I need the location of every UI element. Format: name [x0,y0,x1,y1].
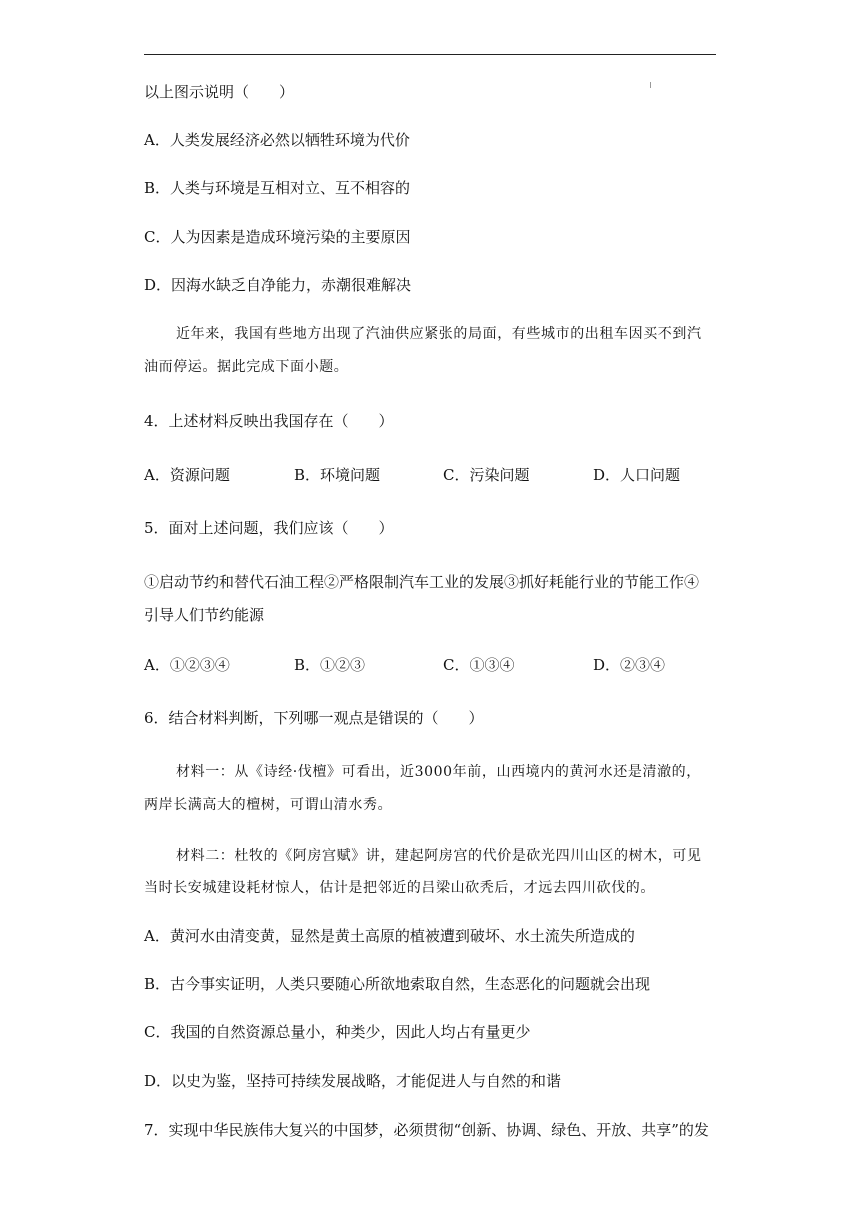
q4-option-a: A．资源问题 [144,466,230,484]
q4-option-b: B．环境问题 [294,466,381,484]
q7-stem: 7．实现中华民族伟大复兴的中国梦，必须贯彻“创新、协调、绿色、开放、共享”的发 [144,1121,709,1139]
passage1-line1: 近年来，我国有些地方出现了汽油供应紧张的局面，有些城市的出租车因买不到汽 [176,326,702,342]
material1-line2: 两岸长满高大的檀树，可谓山清水秀。 [144,797,393,813]
q3-option-a: A．人类发展经济必然以牺牲环境为代价 [144,131,410,149]
q5-stem: 5．面对上述问题，我们应该（ ） [144,519,394,537]
page-mark [650,82,651,88]
q4-option-c: C．污染问题 [443,466,530,484]
q4-option-d: D．人口问题 [593,466,681,484]
q5-items-line1: ①启动节约和替代石油工程②严格限制汽车工业的发展③抓好耗能行业的节能工作④ [144,573,700,591]
q5-option-d: D．②③④ [593,656,666,674]
q4-stem: 4．上述材料反映出我国存在（ ） [144,412,394,430]
q5-items-line2: 引导人们节约能源 [144,606,265,624]
q5-option-c: C．①③④ [443,656,515,674]
q3-stem: 以上图示说明（ ） [144,83,295,101]
q6-option-a: A．黄河水由清变黄，显然是黄土高原的植被遭到破坏、水土流失所造成的 [144,927,635,945]
q5-option-a: A．①②③④ [144,656,230,674]
q3-option-c: C．人为因素是造成环境污染的主要原因 [144,228,411,246]
q6-option-c: C．我国的自然资源总量小，种类少，因此人均占有量更少 [144,1023,531,1041]
q3-option-d: D．因海水缺乏自净能力，赤潮很难解决 [144,276,412,294]
material2-line1: 材料二：杜牧的《阿房宫赋》讲，建起阿房宫的代价是砍光四川山区的树木，可见 [176,848,702,864]
material2-line2: 当时长安城建设耗材惊人，估计是把邻近的吕梁山砍秃后，才远去四川砍伐的。 [144,880,655,896]
q6-option-b: B．古今事实证明，人类只要随心所欲地索取自然，生态恶化的问题就会出现 [144,975,651,993]
header-rule [144,54,716,55]
q3-option-b: B．人类与环境是互相对立、互不相容的 [144,179,411,197]
q5-option-b: B．①②③ [294,656,366,674]
q6-stem: 6．结合材料判断，下列哪一观点是错误的（ ） [144,709,484,727]
material1-line1: 材料一：从《诗经·伐檀》可看出，近3000年前，山西境内的黄河水还是清澈的， [176,764,701,780]
q6-option-d: D．以史为鉴，坚持可持续发展战略，才能促进人与自然的和谐 [144,1072,562,1090]
passage1-line2: 油而停运。据此完成下面小题。 [144,359,349,375]
